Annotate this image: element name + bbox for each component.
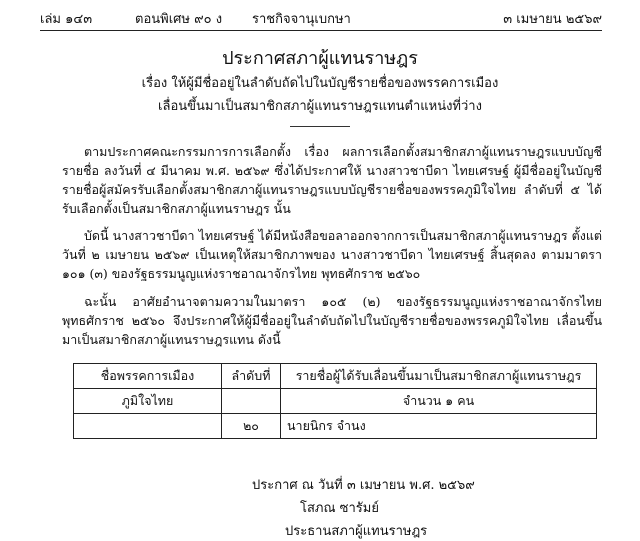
table-row [74, 389, 597, 414]
header-party: ชื่อพรรคการเมือง [74, 364, 222, 389]
header-order: ลำดับที่ [222, 364, 281, 389]
member-count: จำนวน ๑ คน [281, 389, 597, 414]
subject-line-1: เรื่อง ให้ผู้มีชื่ออยู่ในลำดับถัดไปในบัญชีรายชื่อของพรรคการเมือง [141, 76, 499, 91]
gazette-header [40, 8, 602, 30]
title-separator [290, 126, 350, 127]
member-name: นายนิกร จำนง [281, 414, 597, 439]
announcement-date: ประกาศ ณ วันที่ ๓ เมษายน พ.ศ. ๒๕๖๙ [252, 478, 475, 493]
volume-number: เล่ม ๑๔๓ [40, 12, 93, 27]
appointment-table [73, 363, 597, 439]
document-title: ประกาศสภาผู้แทนราษฎร [222, 48, 418, 69]
header-rule [40, 30, 602, 31]
table-header-row [74, 364, 597, 389]
paragraph-1: ตามประกาศคณะกรรมการการเลือกตั้ง เรื่อง ผลการเลือกตั้งสมาชิกสภาผู้แทนราษฎรแบบบัญชีรายชื่อ ลงวันที่ ๔ มีนาคม พ.ศ. ๒๕๖๙ ซึ่งได้ประกาศให้ นางสาวชาบีดา ไทยเศรษฐ์ ผู้มีชื่ออยู่ในบัญชีรายชื่อผู้สมัครรับเลือกตั้งสมาชิกสภาผู้แทนราษฎรแบบบัญชีรายชื่อของพรรคภูมิใจไทย ลำดับที่ ๕ ได้รับเลือกตั้งเป็นสมาชิกสภาผู้แทนราษฎร นั้น [62, 144, 602, 216]
gazette-name: ราชกิจจานุเบกษา [252, 12, 351, 27]
paragraph-2: บัดนี้ นางสาวชาบีดา ไทยเศรษฐ์ ได้มีหนังสือขอลาออกจากการเป็นสมาชิกสภาผู้แทนราษฎร ตั้งแต่วันที่ ๒ เมษายน ๒๕๖๙ เป็นเหตุให้สมาชิกภาพของ นางสาวชาบีดา ไทยเศรษฐ์ สิ้นสุดลง ตามมาตรา ๑๐๑ (๓) ของรัฐธรรมนูญแห่งราชอาณาจักรไทย พุทธศักราช ๒๕๖๐ [62, 228, 602, 281]
empty-cell [74, 414, 222, 439]
header-name: รายชื่อผู้ได้รับเลื่อนขึ้นมาเป็นสมาชิกสภาผู้แทนราษฎร [281, 364, 597, 389]
party-name: ภูมิใจไทย [74, 389, 222, 414]
special-issue: ตอนพิเศษ ๙๐ ง [135, 12, 223, 27]
signer-name: โสภณ ซารัมย์ [300, 501, 379, 516]
signer-position: ประธานสภาผู้แทนราษฎร [285, 524, 428, 539]
paragraph-3: ฉะนั้น อาศัยอำนาจตามความในมาตรา ๑๐๕ (๒) ของรัฐธรรมนูญแห่งราชอาณาจักรไทย พุทธศักราช ๒๕๖๐ จึงประกาศให้ผู้มีชื่ออยู่ในลำดับถัดไปในบัญชีรายชื่อของพรรคภูมิใจไทย เลื่อนขึ้นมาเป็นสมาชิกสภาผู้แทนราษฎรแทน ดังนี้ [62, 294, 602, 347]
empty-cell [222, 389, 281, 414]
table-row [74, 414, 597, 439]
issue-date: ๓ เมษายน ๒๕๖๙ [503, 12, 602, 27]
subject-line-2: เลื่อนขึ้นมาเป็นสมาชิกสภาผู้แทนราษฎรแทนตำแหน่งที่ว่าง [158, 99, 482, 114]
order-number: ๒๐ [222, 414, 281, 439]
